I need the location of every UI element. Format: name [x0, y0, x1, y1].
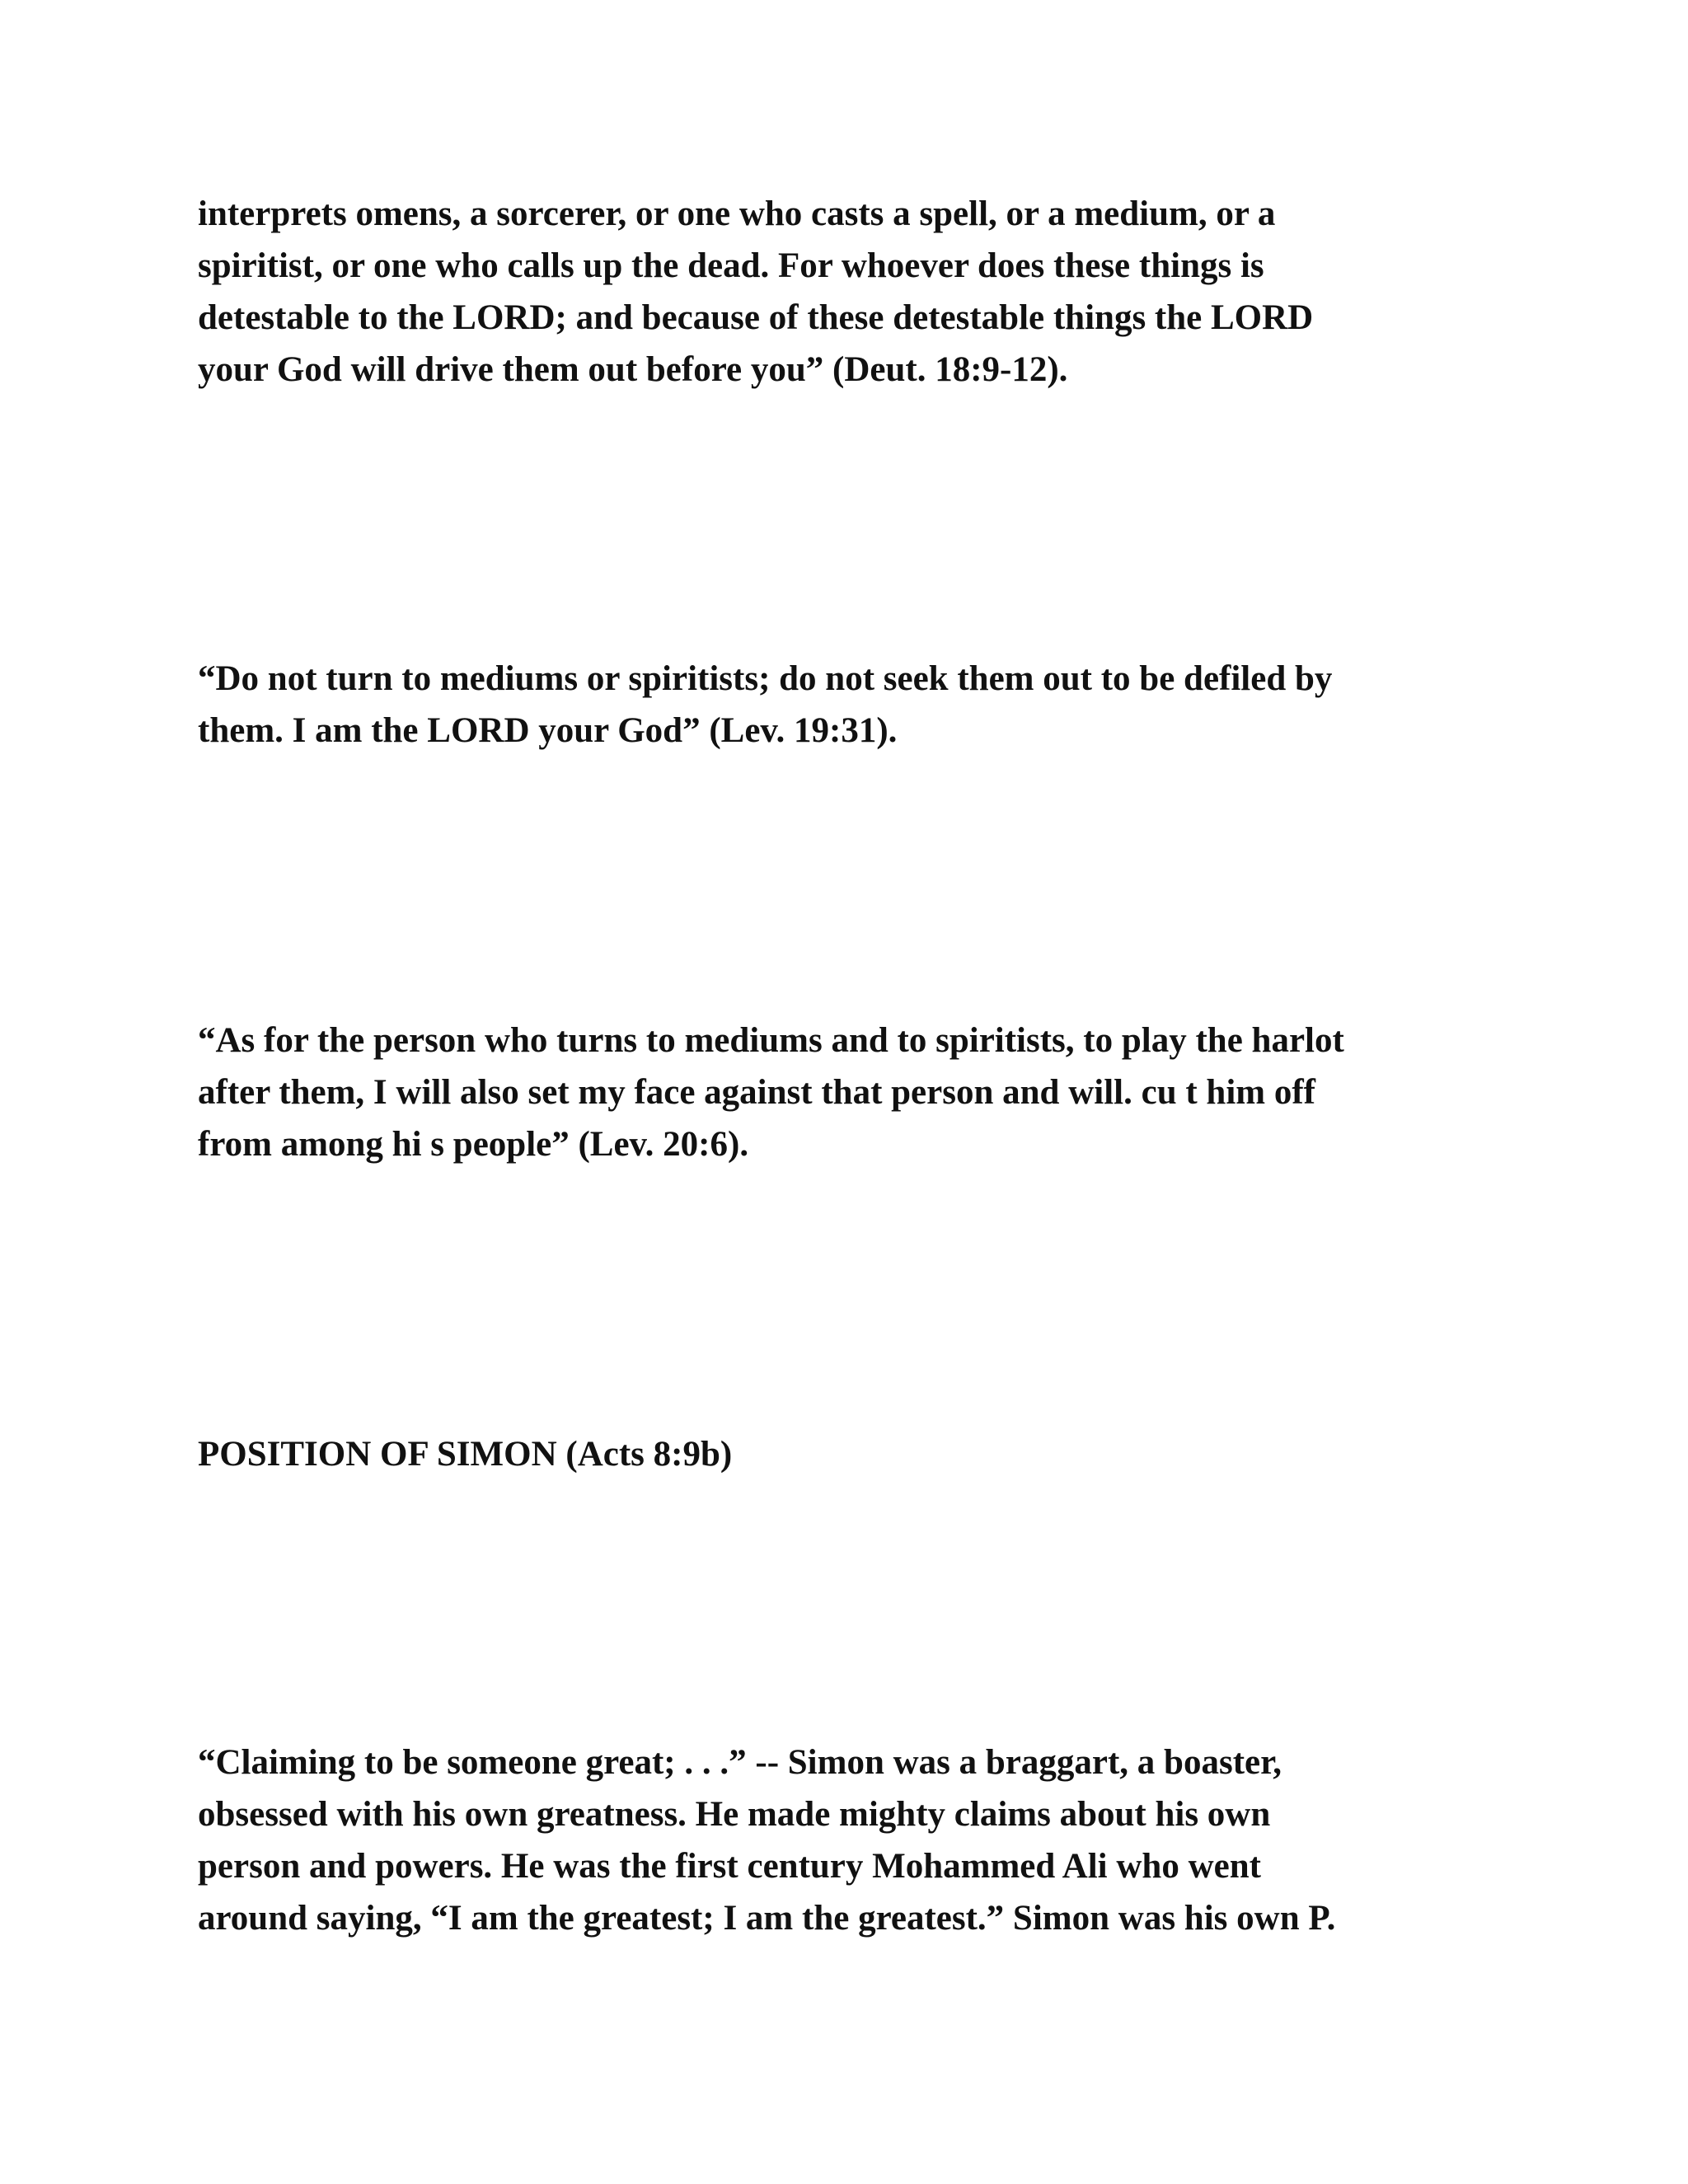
text-line: your God will drive them out before you” (Deut. 18:9-12).: [198, 350, 1068, 389]
text-line: “Do not turn to mediums or spiritists; do not seek them out to be defiled by: [198, 659, 1333, 698]
text-line: person and powers. He was the first century Mohammed Ali who went: [198, 1847, 1261, 1886]
text-line: them. I am the LORD your God” (Lev. 19:31).: [198, 711, 898, 750]
text-line: around saying, “I am the greatest; I am the greatest.” Simon was his own P.: [198, 1899, 1336, 1938]
text-line: after them, I will also set my face against that person and will. cu t him off: [198, 1073, 1315, 1112]
text-line: interprets omens, a sorcerer, or one who casts a spell, or a medium, or a: [198, 194, 1276, 233]
text-line: detestable to the LORD; and because of these detestable things the LORD: [198, 298, 1314, 337]
text-line: from among hi s people” (Lev. 20:6).: [198, 1125, 749, 1164]
heading-text: POSITION OF SIMON (Acts 8:9b): [198, 1435, 733, 1474]
text-line: spiritist, or one who calls up the dead. For whoever does these things is: [198, 246, 1264, 285]
text-line: obsessed with his own greatness. He made mighty claims about his own: [198, 1795, 1271, 1834]
section-heading: [198, 1428, 1517, 1480]
paragraph-deuteronomy-quote: [198, 188, 1517, 396]
text-line: “As for the person who turns to mediums and to spiritists, to play the harlot: [198, 1021, 1344, 1060]
paragraph-leviticus-19-quote: [198, 653, 1517, 757]
paragraph-leviticus-20-quote: [198, 1015, 1517, 1170]
paragraph-simon-claims: [198, 1736, 1517, 1944]
text-line: “Claiming to be someone great; . . .” -- Simon was a braggart, a boaster,: [198, 1743, 1282, 1782]
